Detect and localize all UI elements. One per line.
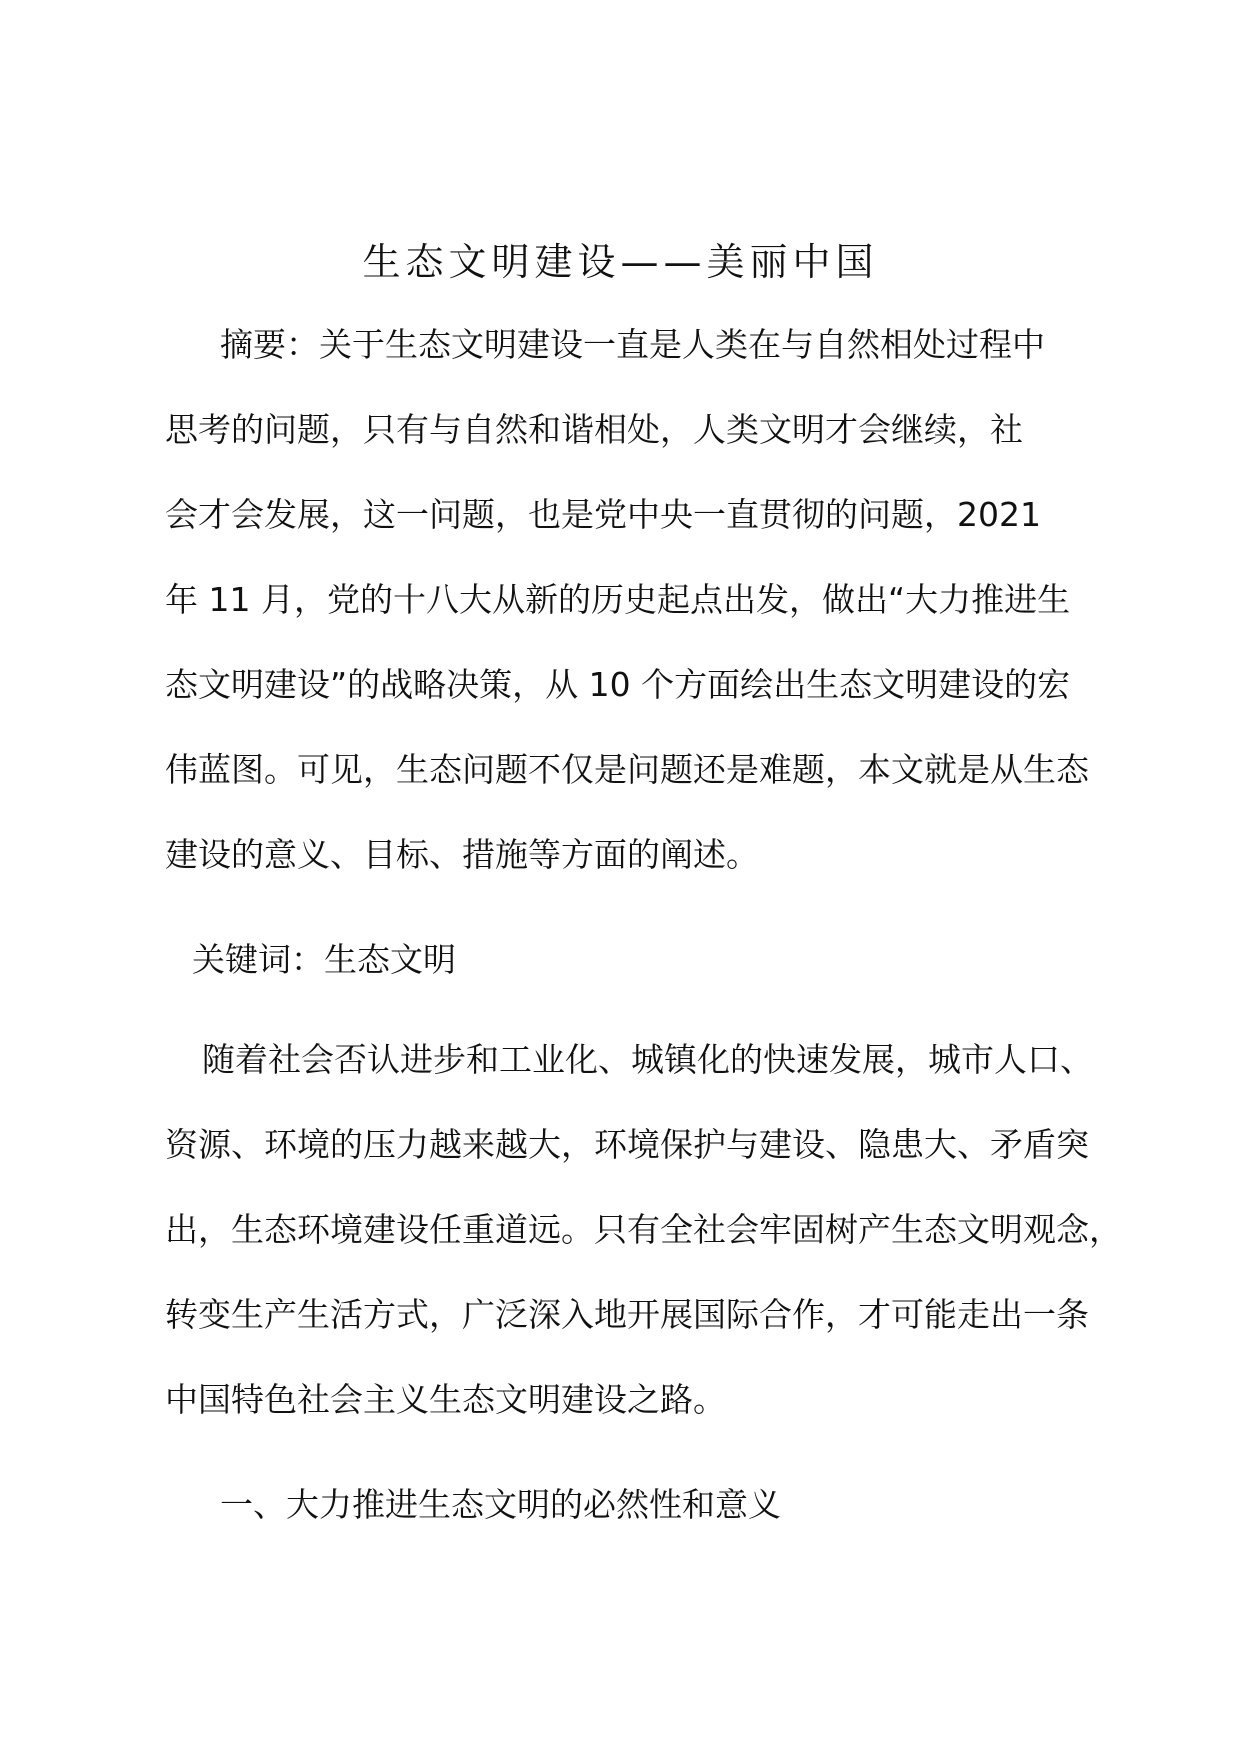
abstract-line: 态文明建设”的战略决策，从 10 个方面绘出生态文明建设的宏 bbox=[165, 665, 1071, 704]
keywords-line: 关键词：生态文明 bbox=[192, 940, 456, 979]
abstract-line: 年 11 月，党的十八大从新的历史起点出发，做出“大力推进生 bbox=[165, 580, 1071, 619]
abstract-line: 会才会发展，这一问题，也是党中央一直贯彻的问题，2021 bbox=[165, 495, 1041, 534]
intro-line: 随着社会否认进步和工业化、城镇化的快速发展，城市人口、 bbox=[202, 1040, 1093, 1079]
section-heading: 一、大力推进生态文明的必然性和意义 bbox=[220, 1485, 781, 1524]
intro-line: 出，生态环境建设任重道远。只有全社会牢固树产生态文明观念， bbox=[165, 1210, 1122, 1249]
abstract-line: 摘要：关于生态文明建设一直是人类在与自然相处过程中 bbox=[220, 325, 1045, 364]
abstract-line: 伟蓝图。可见，生态问题不仅是问题还是难题，本文就是从生态 bbox=[165, 750, 1089, 789]
intro-line: 转变生产生活方式，广泛深入地开展国际合作，才可能走出一条 bbox=[165, 1295, 1089, 1334]
intro-line: 资源、环境的压力越来越大，环境保护与建设、隐患大、矛盾突 bbox=[165, 1125, 1089, 1164]
abstract-line: 思考的问题，只有与自然和谐相处，人类文明才会继续，社 bbox=[165, 410, 1023, 449]
abstract-line: 建设的意义、目标、措施等方面的阐述。 bbox=[165, 835, 759, 874]
intro-line: 中国特色社会主义生态文明建设之路。 bbox=[165, 1380, 726, 1419]
document-title: 生态文明建设——美丽中国 bbox=[362, 240, 879, 284]
